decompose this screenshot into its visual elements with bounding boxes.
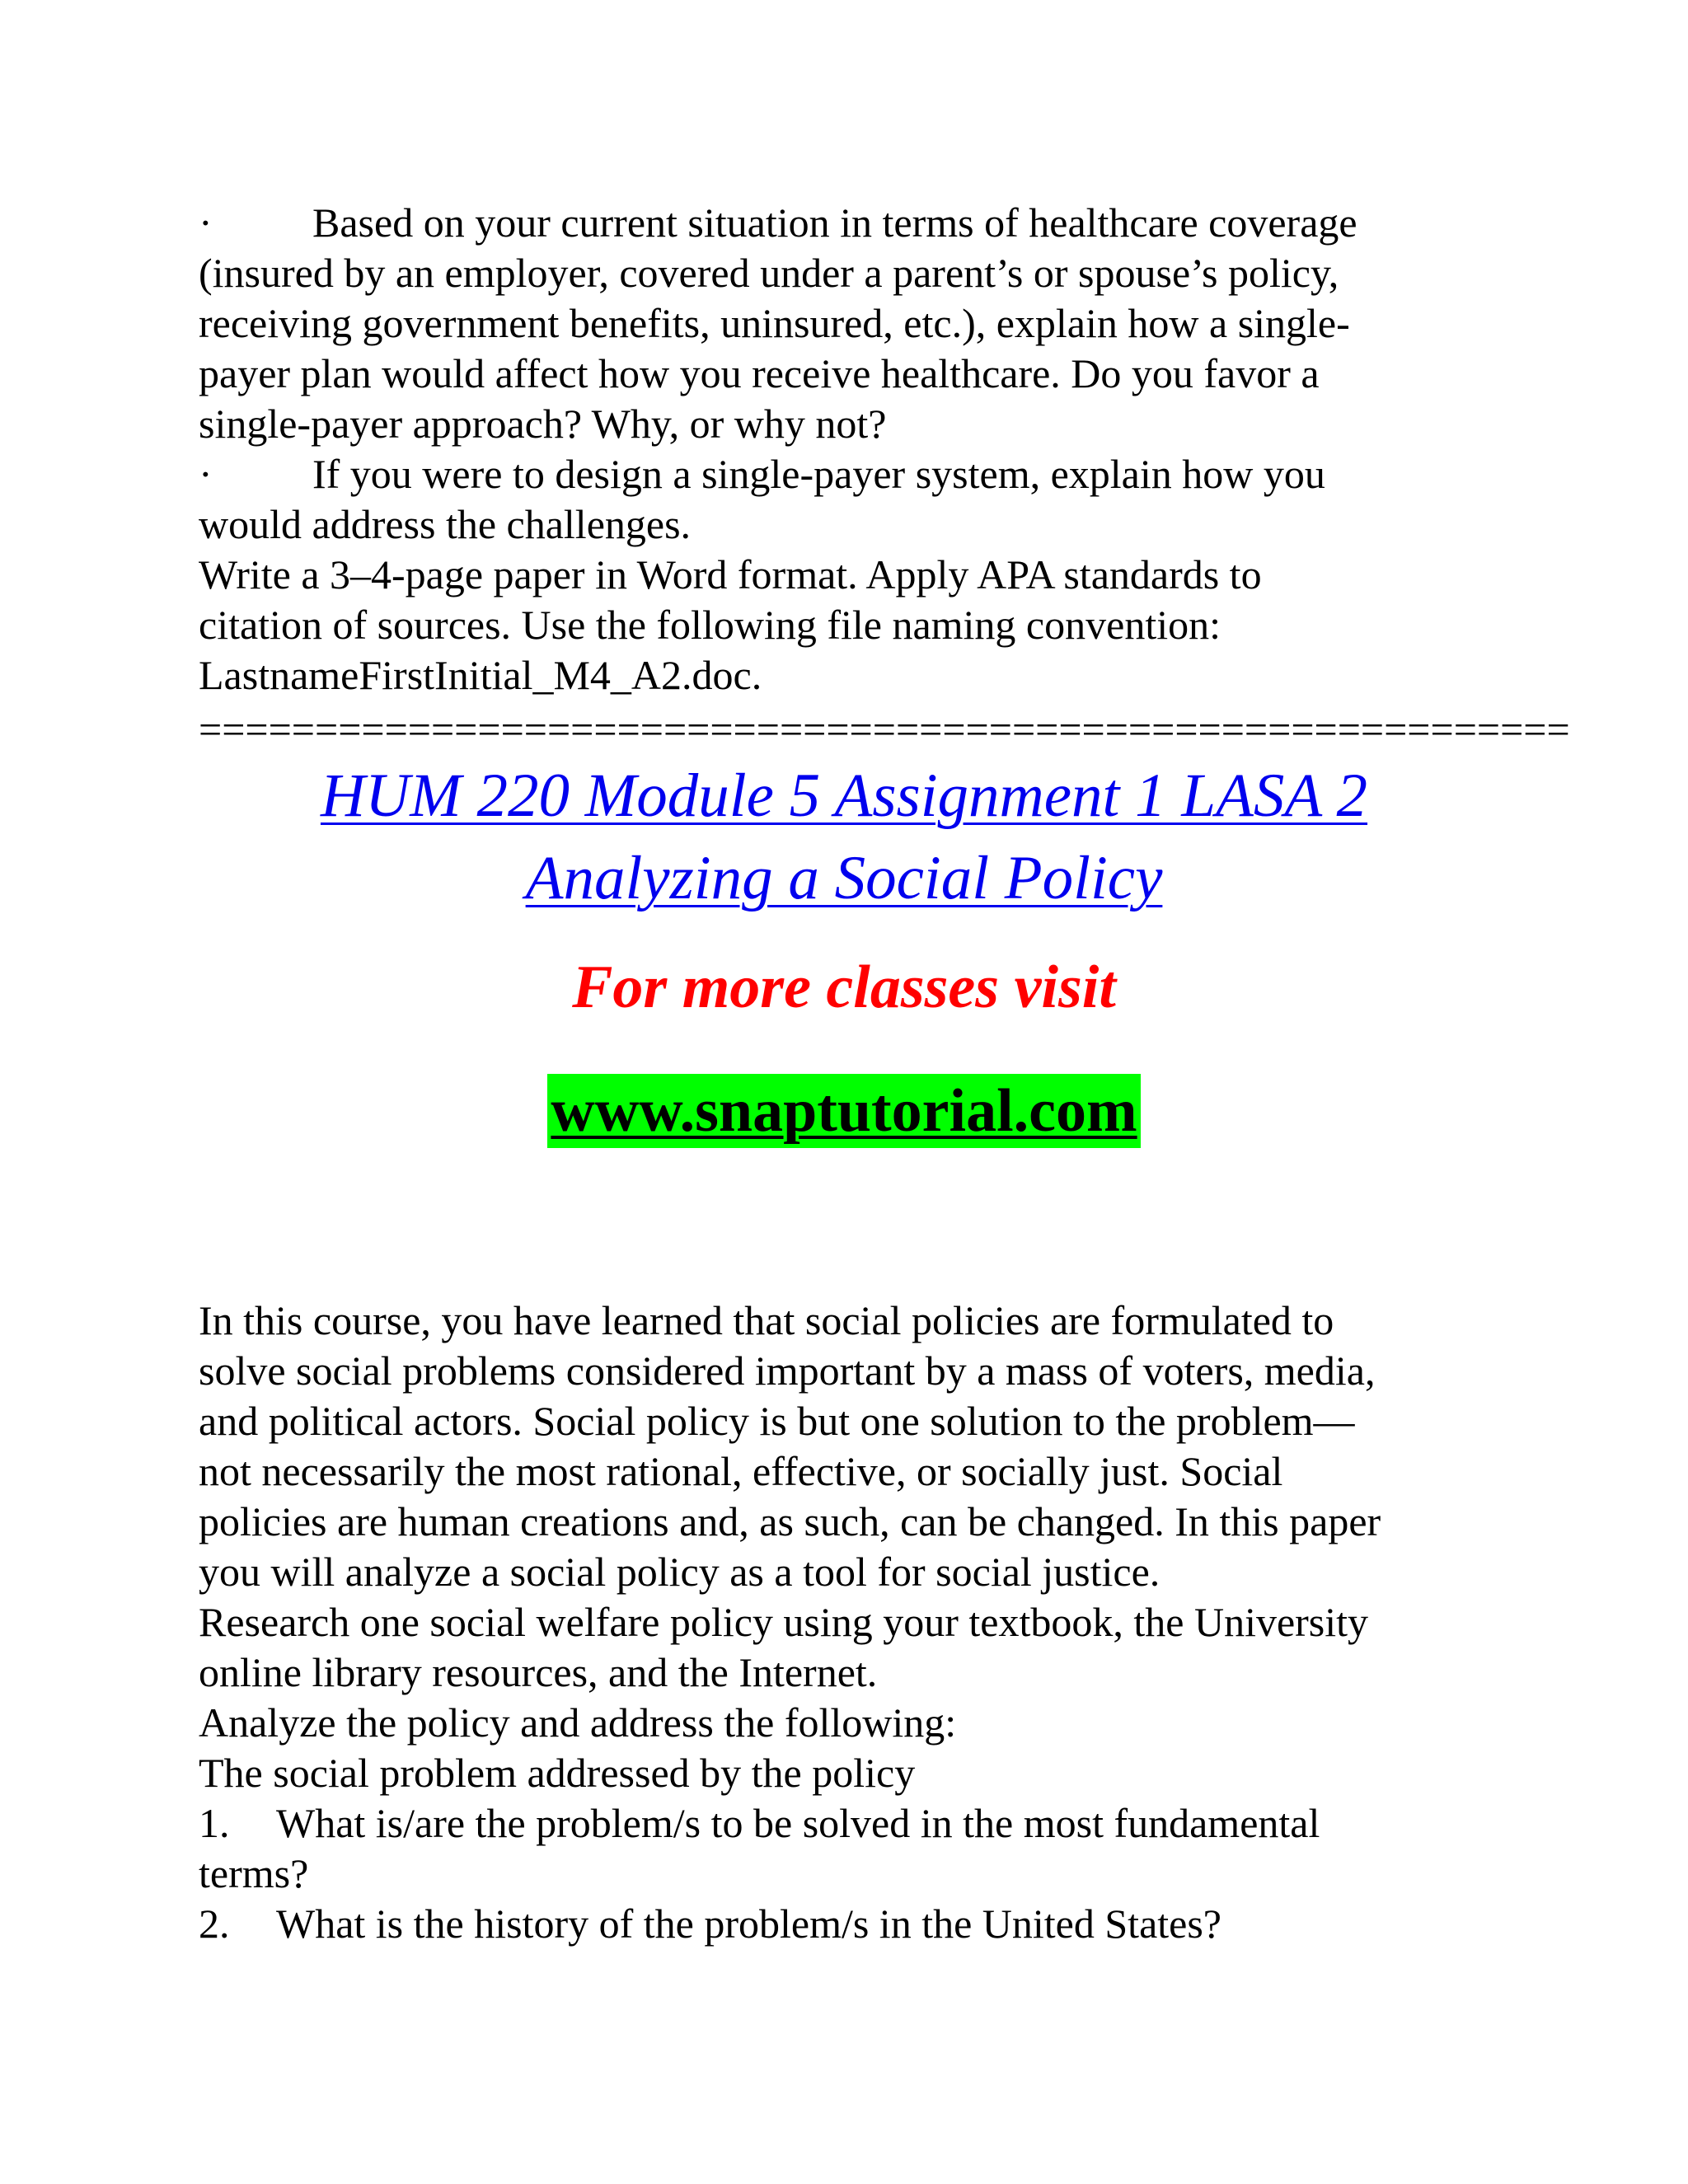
intro-line-text: single-payer approach? Why, or why not? <box>199 401 887 447</box>
numbered-item <box>199 1899 1501 1949</box>
body-line <box>199 1849 1501 1899</box>
intro-line <box>199 550 1501 600</box>
body-line-text: Analyze the policy and address the following: <box>199 1699 957 1746</box>
intro-line-text: Based on your current situation in terms of healthcare coverage <box>312 199 1357 246</box>
promo-text: For more classes visit <box>572 954 1116 1021</box>
body-line-text: The social problem addressed by the policy <box>199 1750 916 1796</box>
bullet-marker: · <box>199 199 213 246</box>
intro-line <box>199 298 1501 349</box>
intro-line <box>199 349 1501 399</box>
body-line <box>199 1547 1501 1597</box>
body-line-text: Research one social welfare policy using your textbook, the University <box>199 1599 1369 1645</box>
intro-line-text: receiving government benefits, uninsured, etc.), explain how a single- <box>199 300 1350 346</box>
title-link-line-2[interactable]: Analyzing a Social Policy <box>525 844 1163 912</box>
body-line <box>199 1497 1501 1547</box>
body-line <box>199 1647 1501 1698</box>
body-line-text: In this course, you have learned that social policies are formulated to <box>199 1297 1334 1343</box>
body-line <box>199 1346 1501 1396</box>
numbered-item <box>199 1798 1501 1849</box>
body-line-text: What is the history of the problem/s in the United States? <box>276 1900 1221 1947</box>
body-line-text: solve social problems considered important by a mass of voters, media, <box>199 1347 1376 1394</box>
divider-line: =========================================================== <box>199 706 1570 752</box>
body-line <box>199 1748 1501 1798</box>
website-link[interactable]: www.snaptutorial.com <box>547 1074 1140 1148</box>
body-line-text: not necessarily the most rational, effective, or socially just. Social <box>199 1448 1283 1494</box>
website-container <box>0 1074 1688 1148</box>
item-number: 1. <box>199 1800 230 1846</box>
body-line <box>199 1446 1501 1497</box>
body-line-text: terms? <box>199 1850 309 1896</box>
body-text-block <box>199 1296 1501 1949</box>
intro-line-text: payer plan would affect how you receive healthcare. Do you favor a <box>199 350 1320 396</box>
body-line <box>199 1296 1501 1346</box>
intro-line-text: Write a 3–4-page paper in Word format. Apply APA standards to <box>199 551 1262 598</box>
intro-line <box>199 449 1501 499</box>
intro-line-text: If you were to design a single-payer system, explain how you <box>312 451 1325 497</box>
intro-line <box>199 248 1501 298</box>
intro-line <box>199 499 1501 550</box>
bullet-marker: · <box>199 451 213 497</box>
title-link-line-1[interactable]: HUM 220 Module 5 Assignment 1 LASA 2 <box>320 762 1368 830</box>
body-line <box>199 1698 1501 1748</box>
intro-line-text: citation of sources. Use the following file naming convention: <box>199 602 1221 648</box>
intro-line <box>199 650 1501 701</box>
intro-line <box>199 198 1501 248</box>
intro-line <box>199 600 1501 650</box>
item-number: 2. <box>199 1900 230 1947</box>
intro-line-text: LastnameFirstInitial_M4_A2.doc. <box>199 652 762 698</box>
body-line-text: you will analyze a social policy as a tool for social justice. <box>199 1549 1160 1595</box>
intro-line-text: (insured by an employer, covered under a parent’s or spouse’s policy, <box>199 250 1339 296</box>
body-line <box>199 1396 1501 1446</box>
body-line-text: What is/are the problem/s to be solved in the most fundamental <box>276 1800 1320 1846</box>
body-line-text: and political actors. Social policy is but one solution to the problem— <box>199 1398 1355 1444</box>
body-line-text: policies are human creations and, as such, can be changed. In this paper <box>199 1498 1381 1544</box>
body-line-text: online library resources, and the Internet. <box>199 1649 878 1695</box>
intro-text-block <box>199 198 1501 701</box>
intro-line <box>199 399 1501 449</box>
intro-line-text: would address the challenges. <box>199 501 692 547</box>
body-line <box>199 1597 1501 1647</box>
